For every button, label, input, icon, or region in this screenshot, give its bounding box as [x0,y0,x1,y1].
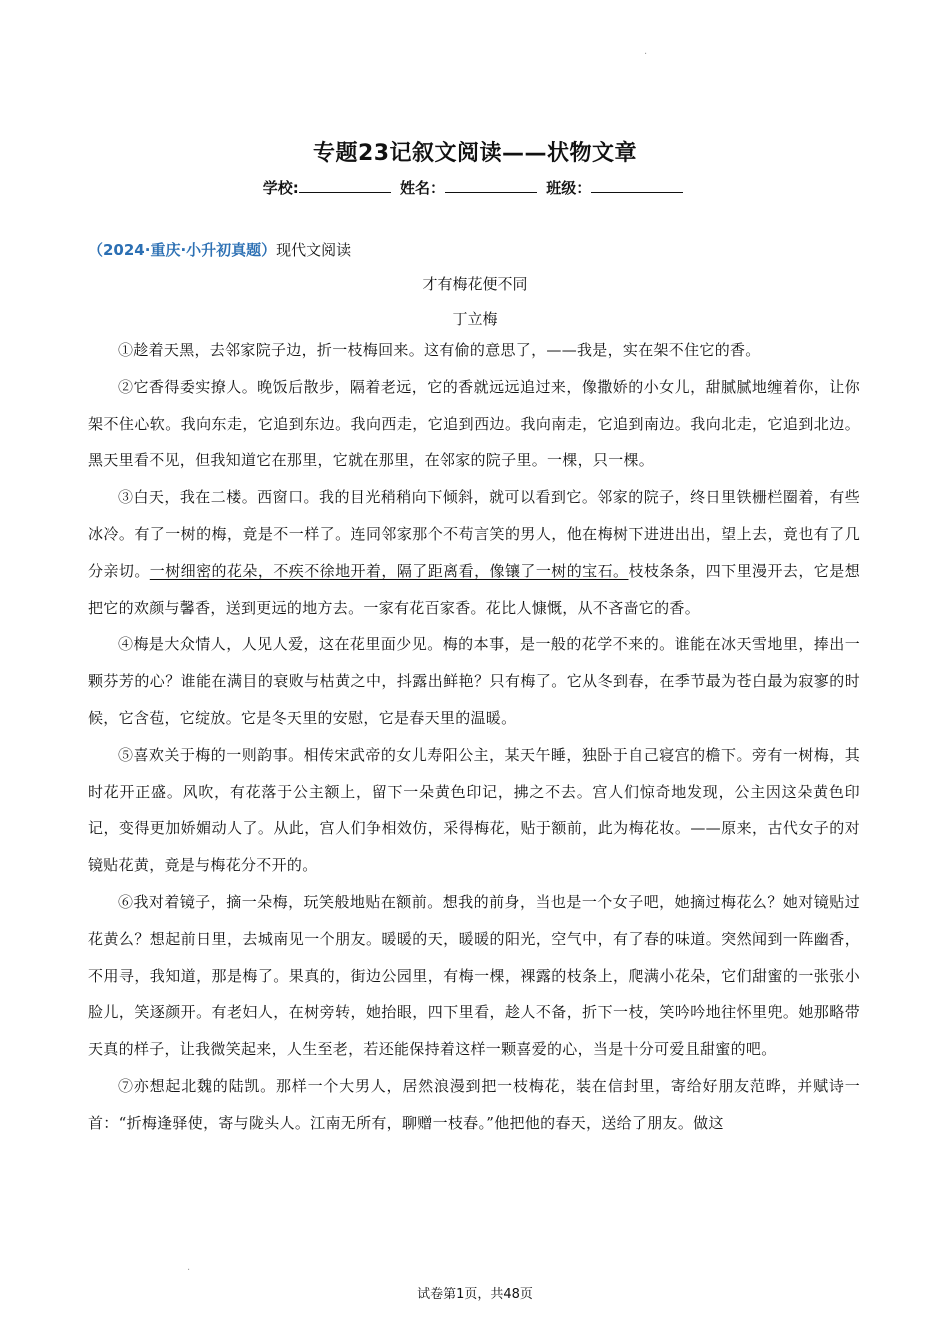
page-title: 专题23记叙文阅读——状物文章 [312,141,638,166]
paragraph-2: ②它香得委实撩人。晚饭后散步，隔着老远，它的香就远远追过来，像撒娇的小女儿，甜腻腻地缠着你，让你架不住心软。我向东走，它追到东边。我向西走，它追到西边。我向南走，它追到南边。我向北走，它追到北边。黑天里看不见，但我知道它在那里，它就在那里，在邻家的院子里。一棵，只一棵。 [88,377,860,470]
question-source [88,239,351,260]
name-label: 姓名： [399,179,445,197]
paragraph-1: ①趁着天黑，去邻家院子边，折一枝梅回来。这有偷的意思了，——我是，实在架不住它的香。 [118,341,761,359]
paragraph-7: ⑦亦想起北魏的陆凯。那样一个大男人，居然浪漫到把一枝梅花，装在信封里，寄给好朋友范晔，并赋诗一首：“折梅逢驿使，寄与陇头人。江南无所有，聊赠一枝春。”他把他的春天，送给了朋友。做这 [88,1076,860,1132]
paragraph-5: ⑤喜欢关于梅的一则韵事。相传宋武帝的女儿寿阳公主，某天午睡，独卧于自己寝宫的檐下。旁有一树梅，其时花开正盛。风吹，有花落于公主额上，留下一朵黄色印记，拂之不去。宫人们惊奇地发现，公主因这朵黄色印记，变得更加娇媚动人了。从此，宫人们争相效仿，采得梅花，贴于额前，此为梅花妆。——原来，古代女子的对镜贴花黄，竟是与梅花分不开的。 [88,745,860,875]
paragraph-3-after: 枝枝条条，四下里漫开去，它是想把它的欢颜与馨香，送到更远的地方去。一家有花百家香。花比人慷慨，从不吝啬它的香。 [88,561,860,617]
article-author: 丁立梅 [452,310,498,328]
student-info-line [0,177,950,198]
paragraph-4: ④梅是大众情人，人见人爱，这在花里面少见。梅的本事，是一般的花学不来的。谁能在冰天雪地里，捧出一颗芬芳的心？谁能在满目的衰败与枯黄之中，抖露出鲜艳？只有梅了。它从冬到春，在季节最为苍白最为寂寥的时候，它含苞，它绽放。它是冬天里的安慰，它是春天里的温暖。 [88,635,860,727]
page-footer: 试卷第1页，共48页 [417,1287,533,1302]
paragraph-3-before: ③白天，我在二楼。西窗口。我的目光稍稍向下倾斜，就可以看到它。邻家的院子，终日里铁栅栏圈着，有些冰冷。有了一树的梅，竟是不一样了。连同邻家那个不苟言笑的男人，他在梅树下进进出出，望上去，竟也有了几分亲切。 [88,488,860,580]
class-label: 班级： [546,179,592,197]
source-text: 现代文阅读 [276,241,352,259]
name-field[interactable] [445,178,537,193]
scan-dot-bottom: . [187,1262,191,1273]
paragraph-6: ⑥我对着镜子，摘一朵梅，玩笑般地贴在额前。想我的前身，当也是一个女子吧，她摘过梅花么？她对镜贴过花黄么？想起前日里，去城南见一个朋友。暖暖的天，暖暖的阳光，空气中，有了春的味道。突然闻到一阵幽香，不用寻，我知道，那是梅了。果真的，街边公园里，有梅一棵，裸露的枝条上，爬满小花朵，它们甜蜜的一张张小脸儿，笑逐颜开。有老妇人，在树旁转，她抬眼，四下里看，趁人不备，折下一枝，笑吟吟地往怀里兜。她那略带天真的样子，让我微笑起来，人生至老，若还能保持着这样一颗喜爱的心，当是十分可爱且甜蜜的吧。 [88,892,860,1059]
source-tag: （2024·重庆·小升初真题） [88,241,277,259]
paragraph-3 [88,479,860,626]
school-label: 学校: [262,179,299,197]
scan-dot-top: . [644,46,648,57]
class-field[interactable] [591,178,683,193]
article-body [88,332,860,1142]
underlined-sentence: 一树细密的花朵，不疾不徐地开着，隔了距离看，像镶了一树的宝石。 [149,561,629,580]
article-title: 才有梅花便不同 [422,275,528,293]
school-field[interactable] [299,178,391,193]
